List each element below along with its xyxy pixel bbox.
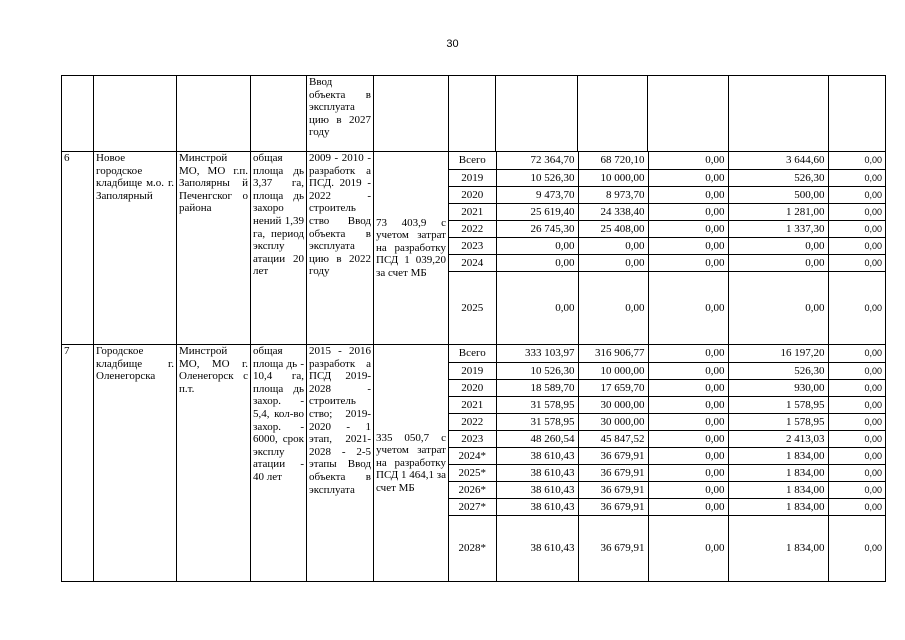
period-cell: Ввод объекта в эксплуата цию в 2027 году xyxy=(307,76,374,152)
finance-value: 0,00 xyxy=(648,481,728,498)
finance-value: 36 679,91 xyxy=(578,515,648,581)
finance-value: 0,00 xyxy=(648,186,728,203)
row-number: 7 xyxy=(62,345,94,582)
finance-value: 316 906,77 xyxy=(578,345,648,362)
table-row xyxy=(62,345,886,582)
finance-year: Всего xyxy=(449,152,496,169)
finance-value: 48 260,54 xyxy=(496,430,578,447)
finance-value: 0,00 xyxy=(828,220,885,237)
finance-row xyxy=(449,498,885,515)
cost-cell: 335 050,7 с учетом затрат на разработку ПСД 1 464,1 за счет МБ xyxy=(374,345,449,582)
finance-row xyxy=(449,413,885,430)
finance-value: 0,00 xyxy=(828,379,885,396)
params-cell: общая площа дь 3,37 га, площа дь захоро нений 1,39 га, период эксплу атации 20 лет xyxy=(251,152,307,345)
finance-value: 0,00 xyxy=(828,186,885,203)
finance-row xyxy=(449,186,885,203)
finance-row xyxy=(449,481,885,498)
finance-year: 2021 xyxy=(449,203,496,220)
finance-value: 9 473,70 xyxy=(496,186,578,203)
finance-value: 38 610,43 xyxy=(496,498,578,515)
finance-value: 0,00 xyxy=(648,379,728,396)
finance-value: 500,00 xyxy=(728,186,828,203)
finance-row xyxy=(449,396,885,413)
finance-value: 0,00 xyxy=(648,413,728,430)
finance-value: 25 619,40 xyxy=(496,203,578,220)
finance-row xyxy=(449,464,885,481)
finance-value: 0,00 xyxy=(578,237,648,254)
finance-value: 38 610,43 xyxy=(496,481,578,498)
finance-value: 31 578,95 xyxy=(496,396,578,413)
finance-value: 68 720,10 xyxy=(578,152,648,169)
finance-row xyxy=(449,203,885,220)
finance-value: 0,00 xyxy=(648,498,728,515)
finance-value: 1 834,00 xyxy=(728,515,828,581)
finance-value: 0,00 xyxy=(828,169,885,186)
finance-value: 38 610,43 xyxy=(496,447,578,464)
finance-value: 526,30 xyxy=(728,169,828,186)
finance-year: 2027* xyxy=(449,498,496,515)
finance-value: 0,00 xyxy=(648,396,728,413)
finance-value: 0,00 xyxy=(648,203,728,220)
finance-value: 1 834,00 xyxy=(728,481,828,498)
finance-value: 0,00 xyxy=(728,237,828,254)
object-name: Городское кладбище г. Оленегорска xyxy=(94,345,177,582)
finance-value: 0,00 xyxy=(648,271,728,344)
finance-value: 0,00 xyxy=(648,464,728,481)
finance-value: 0,00 xyxy=(578,254,648,271)
period-cell: 2015 - 2016 разработк а ПСД 2019-2028 - строитель ство; 2019-2020 - 1 этап, 2021-2028 - 2-5 этапы Ввод объекта в эксплуата xyxy=(307,345,374,582)
finance-value: 0,00 xyxy=(828,345,885,362)
finance-row xyxy=(449,362,885,379)
finance-value: 16 197,20 xyxy=(728,345,828,362)
finance-value: 0,00 xyxy=(648,362,728,379)
finance-value: 0,00 xyxy=(578,271,648,344)
finance-value: 30 000,00 xyxy=(578,413,648,430)
finance-row xyxy=(449,345,885,362)
finance-year: Всего xyxy=(449,345,496,362)
finance-cell xyxy=(449,152,886,345)
finance-year: 2022 xyxy=(449,220,496,237)
finance-year: 2026* xyxy=(449,481,496,498)
finance-row xyxy=(449,254,885,271)
customer-cell: Минстрой МО, МО г.п. Заполярны й Печенгског о района xyxy=(177,152,251,345)
finance-value: 0,00 xyxy=(496,237,578,254)
finance-value: 17 659,70 xyxy=(578,379,648,396)
finance-value: 0,00 xyxy=(828,254,885,271)
finance-value: 0,00 xyxy=(648,237,728,254)
finance-value: 24 338,40 xyxy=(578,203,648,220)
finance-value: 10 000,00 xyxy=(578,362,648,379)
finance-value: 2 413,03 xyxy=(728,430,828,447)
page-number: 30 xyxy=(446,38,459,50)
finance-value: 0,00 xyxy=(828,413,885,430)
finance-value: 72 364,70 xyxy=(496,152,578,169)
finance-value: 0,00 xyxy=(648,515,728,581)
finance-value: 930,00 xyxy=(728,379,828,396)
finance-year: 2021 xyxy=(449,396,496,413)
finance-value: 0,00 xyxy=(828,515,885,581)
finance-row xyxy=(449,515,885,581)
finance-value: 38 610,43 xyxy=(496,464,578,481)
finance-value: 8 973,70 xyxy=(578,186,648,203)
finance-value: 3 644,60 xyxy=(728,152,828,169)
finance-year: 2023 xyxy=(449,430,496,447)
finance-cell xyxy=(449,345,886,582)
finance-value: 0,00 xyxy=(828,152,885,169)
finance-value: 0,00 xyxy=(828,447,885,464)
finance-value: 25 408,00 xyxy=(578,220,648,237)
finance-value: 10 526,30 xyxy=(496,362,578,379)
finance-row xyxy=(449,152,885,169)
finance-row xyxy=(449,379,885,396)
finance-value: 0,00 xyxy=(496,271,578,344)
finance-value: 0,00 xyxy=(828,203,885,220)
finance-value: 0,00 xyxy=(648,430,728,447)
customer-cell: Минстрой МО, МО г. Оленегорск с п.т. xyxy=(177,345,251,582)
finance-value: 526,30 xyxy=(728,362,828,379)
finance-year: 2023 xyxy=(449,237,496,254)
finance-value: 0,00 xyxy=(648,447,728,464)
finance-row xyxy=(449,271,885,344)
finance-value: 36 679,91 xyxy=(578,481,648,498)
finance-value: 1 578,95 xyxy=(728,413,828,430)
finance-value: 1 834,00 xyxy=(728,447,828,464)
finance-value: 36 679,91 xyxy=(578,447,648,464)
finance-value: 0,00 xyxy=(496,254,578,271)
finance-value: 0,00 xyxy=(728,271,828,344)
finance-year: 2022 xyxy=(449,413,496,430)
finance-value: 45 847,52 xyxy=(578,430,648,447)
finance-value: 1 834,00 xyxy=(728,464,828,481)
finance-value: 30 000,00 xyxy=(578,396,648,413)
finance-value: 0,00 xyxy=(648,152,728,169)
finance-year: 2024 xyxy=(449,254,496,271)
finance-value: 0,00 xyxy=(648,169,728,186)
finance-value: 31 578,95 xyxy=(496,413,578,430)
cost-cell: 73 403,9 с учетом затрат на разработку ПСД 1 039,20 за счет МБ xyxy=(374,152,449,345)
finance-year: 2025 xyxy=(449,271,496,344)
finance-value: 1 834,00 xyxy=(728,498,828,515)
finance-value: 0,00 xyxy=(828,271,885,344)
finance-value: 38 610,43 xyxy=(496,515,578,581)
finance-value: 0,00 xyxy=(828,430,885,447)
finance-value: 10 526,30 xyxy=(496,169,578,186)
finance-year: 2019 xyxy=(449,169,496,186)
finance-year: 2020 xyxy=(449,186,496,203)
finance-row xyxy=(449,447,885,464)
object-name: Новое городское кладбище м.о. г. Заполярный xyxy=(94,152,177,345)
finance-value: 0,00 xyxy=(648,220,728,237)
finance-row xyxy=(449,237,885,254)
finance-value: 1 281,00 xyxy=(728,203,828,220)
finance-value: 0,00 xyxy=(648,345,728,362)
finance-value: 18 589,70 xyxy=(496,379,578,396)
table-row-continuation xyxy=(62,76,886,152)
finance-value: 0,00 xyxy=(828,498,885,515)
finance-value: 10 000,00 xyxy=(578,169,648,186)
finance-value: 0,00 xyxy=(828,237,885,254)
cemetery-table xyxy=(61,75,886,582)
finance-row xyxy=(449,430,885,447)
finance-value: 0,00 xyxy=(828,396,885,413)
finance-table xyxy=(449,345,885,581)
finance-value: 0,00 xyxy=(828,362,885,379)
finance-value: 36 679,91 xyxy=(578,498,648,515)
finance-year: 2019 xyxy=(449,362,496,379)
finance-row xyxy=(449,169,885,186)
finance-value: 0,00 xyxy=(728,254,828,271)
finance-value: 0,00 xyxy=(648,254,728,271)
finance-table xyxy=(449,152,885,344)
finance-value: 1 337,30 xyxy=(728,220,828,237)
finance-year: 2020 xyxy=(449,379,496,396)
finance-year: 2028* xyxy=(449,515,496,581)
finance-value: 1 578,95 xyxy=(728,396,828,413)
finance-row xyxy=(449,220,885,237)
finance-value: 26 745,30 xyxy=(496,220,578,237)
period-cell: 2009 - 2010 - разработк а ПСД. 2019 - 2022 - строитель ство Ввод объекта в эксплуата цию в 2022 году xyxy=(307,152,374,345)
finance-value: 0,00 xyxy=(828,481,885,498)
finance-value: 36 679,91 xyxy=(578,464,648,481)
row-number: 6 xyxy=(62,152,94,345)
table-row xyxy=(62,152,886,345)
finance-year: 2025* xyxy=(449,464,496,481)
finance-year: 2024* xyxy=(449,447,496,464)
params-cell: общая площа дь - 10,4 га, площа дь захор. - 5,4, кол-во захор. - 6000, срок эксплу атации - 40 лет xyxy=(251,345,307,582)
finance-value: 0,00 xyxy=(828,464,885,481)
finance-value: 333 103,97 xyxy=(496,345,578,362)
